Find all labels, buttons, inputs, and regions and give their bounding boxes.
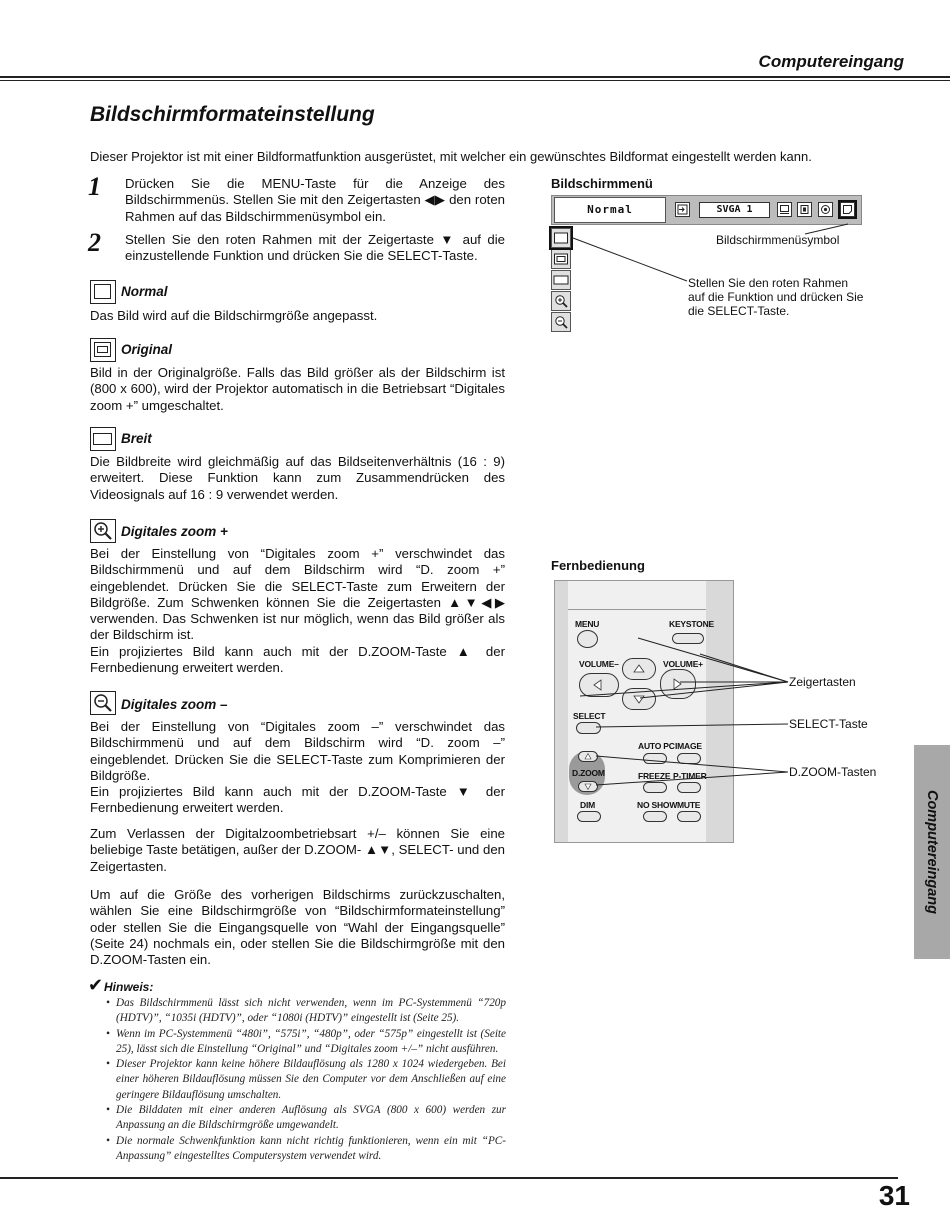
dim-label: DIM <box>580 800 595 810</box>
remote-callout-lines <box>560 630 800 790</box>
select-key-callout: SELECT-Taste <box>789 717 868 731</box>
section-text-original: Bild in der Originalgröße. Falls das Bild größer als der Bildschirm ist (800 x 600), wird der Projektor automatisch in die Betriebsart “Digitales zoom +” umgeschaltet. <box>90 365 505 413</box>
checkmark-icon: ✔ <box>88 975 104 995</box>
menu-button-label: MENU <box>575 619 600 629</box>
section-title-zoom-plus: Digitales zoom + <box>121 524 228 539</box>
section-title-breit: Breit <box>121 431 152 446</box>
original-screen-icon <box>90 338 116 362</box>
note-heading: Hinweis: <box>104 980 154 994</box>
dim-button[interactable] <box>577 811 601 822</box>
volume-minus-label: VOLUME– <box>579 659 619 669</box>
freeze-label: FREEZE <box>638 771 671 781</box>
note-item: • Die Bilddaten mit einer anderen Auflösung als SVGA (800 x 600) werden zur Anpassung an die Bildschirmgröße umgewandelt. <box>106 1103 506 1134</box>
section-title-original: Original <box>121 342 173 357</box>
no-show-button[interactable] <box>643 811 667 822</box>
screen-menu-label: Bildschirmmenü <box>551 176 653 191</box>
select-button-label: SELECT <box>573 711 606 721</box>
menu-selected-value[interactable]: Normal <box>554 197 666 223</box>
section-title-normal: Normal <box>121 284 168 299</box>
dzoom-keys-callout: D.ZOOM-Tasten <box>789 765 877 779</box>
chapter-side-tab-label: Computereingang <box>924 789 940 915</box>
header-section-title: Computereingang <box>758 52 904 71</box>
remote-label: Fernbedienung <box>551 558 645 573</box>
page-title: Bildschirmformateinstellung <box>90 103 375 126</box>
keystone-button-label: KEYSTONE <box>669 619 715 629</box>
chapter-side-tab <box>914 745 950 959</box>
menu-input-value[interactable]: SVGA 1 <box>699 202 770 218</box>
section-text-zoom-minus-remote: Ein projiziertes Bild kann auch mit der D.ZOOM-Taste ▼ der Fernbedienung erweitert werden. <box>90 784 505 816</box>
return-paragraph: Um auf die Größe des vorherigen Bildschirms zurückzuschalten, wählen Sie eine Bildschirmgröße von “Bildschirmformateinstellung” oder stellen Sie die Eingangsquelle von “Wahl der Eingangsquelle” (Seite 24) nochmals ein, oder stellen Sie die Bildschirmgröße mit den D.ZOOM-Tasten ein. <box>90 887 505 968</box>
header-rule-thin <box>0 80 950 81</box>
note-list <box>106 996 506 1164</box>
frame-callout: Stellen Sie den roten Rahmen auf die Funktion und drücken Sie die SELECT-Taste. <box>688 276 864 318</box>
note-item: • Das Bildschirmmenü lässt sich nicht verwenden, wenn im PC-Systemmenü “720p (HDTV)”, “1035i (HDTV)”, oder “1080i (HDTV)” eingestellt ist (Seite 25). <box>106 996 506 1027</box>
zoom-out-icon <box>90 691 116 715</box>
volume-plus-label: VOLUME+ <box>663 659 703 669</box>
p-timer-label: P-TIMER <box>673 771 707 781</box>
step-2-text: Stellen Sie den roten Rahmen mit der Zeigertaste ▼ auf die einzustellende Funktion und drücken Sie die SELECT-Taste. <box>125 232 505 264</box>
footer-rule <box>0 1177 898 1179</box>
mute-label: MUTE <box>677 800 701 810</box>
zoom-in-icon <box>90 519 116 543</box>
auto-pc-label: AUTO PC <box>638 741 675 751</box>
section-title-zoom-minus: Digitales zoom – <box>121 697 228 712</box>
note-item: • Dieser Projektor kann keine höhere Bildauflösung als 1280 x 1024 wiedergeben. Bei einer höheren Bildauflösung müssen Sie den Computer vor dem Anschließen auf eine geringere Bildauflösung umschalten. <box>106 1057 506 1103</box>
note-item: • Die normale Schwenkfunktion kann nicht richtig funktionieren, wenn ein mit “PC-Anpassung” eingestelltes Computersystem verwendet wird. <box>106 1134 506 1165</box>
wide-screen-icon <box>90 427 116 451</box>
intro-text: Dieser Projektor ist mit einer Bildformatfunktion ausgerüstet, mit welcher ein gewünschtes Bildformat eingestellt werden kann. <box>90 149 812 164</box>
header-rule <box>0 76 950 78</box>
step-1-text: Drücken Sie die MENU-Taste für die Anzeige des Bildschirmmenüs. Stellen Sie mit den Zeigertasten ◀▶ den roten Rahmen auf das Bildschirmmenüsymbol ein. <box>125 176 505 224</box>
dzoom-label: D.ZOOM <box>572 768 605 778</box>
step-2-number: 2 <box>88 228 101 257</box>
menu-icon-callout: Bildschirmmenüsymbol <box>716 233 840 247</box>
page-number: 31 <box>878 1180 910 1211</box>
normal-screen-icon <box>90 280 116 304</box>
section-text-zoom-minus: Bei der Einstellung von “Digitales zoom –” verschwindet das Bildschirmmenü und auf dem Bildschirm wird “D. zoom –” eingeblendet. Drücken Sie die SELECT-Taste zum Komprimieren der Bildgröße. <box>90 719 505 783</box>
pointer-keys-callout: Zeigertasten <box>789 675 856 689</box>
image-label: IMAGE <box>675 741 702 751</box>
no-show-label: NO SHOW <box>637 800 678 810</box>
submenu-zoom-out-icon[interactable] <box>551 312 571 332</box>
exit-paragraph: Zum Verlassen der Digitalzoombetriebsart +/– können Sie eine beliebige Taste betätigen, außer der D.ZOOM- ▲▼, SELECT- und den Zeigertasten. <box>90 826 505 874</box>
section-text-breit: Die Bildbreite wird gleichmäßig auf das Bildseitenverhältnis (16 : 9) erweitert. Diese Funktion kann zum Zusammendrücken des Videosignals auf 16 : 9 verwendet werden. <box>90 454 505 502</box>
section-text-zoom-plus-remote: Ein projiziertes Bild kann auch mit der D.ZOOM-Taste ▲ der Fernbedienung erweitert werden. <box>90 644 505 676</box>
section-text-zoom-plus: Bei der Einstellung von “Digitales zoom +” verschwindet das Bildschirmmenü und auf dem Bildschirm wird “D. zoom +” eingeblendet. Drücken Sie die SELECT-Taste zum Erweitern der Bildgröße. Zum Schwenken können Sie die Zeigertasten ▲▼◀▶ verwenden. Das Schwenken ist nur möglich, wenn das Bild größer als der Bildschirm ist. <box>90 546 505 643</box>
section-text-normal: Das Bild wird auf die Bildschirmgröße angepasst. <box>90 308 378 323</box>
step-1-number: 1 <box>88 172 101 201</box>
mute-button[interactable] <box>677 811 701 822</box>
note-item: • Wenn im PC-Systemmenü “480i”, “575i”, “480p”, oder “575p” eingestellt ist (Seite 25), lässt sich die Einstellung “Original” und “Digitales zoom +/–” nicht ausführen. <box>106 1027 506 1058</box>
